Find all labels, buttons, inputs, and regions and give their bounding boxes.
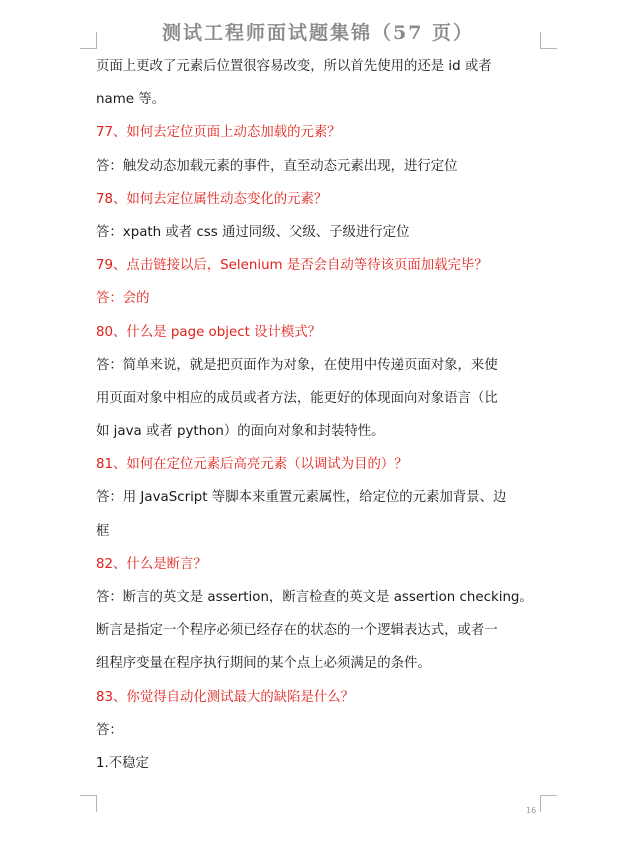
question-heading: 79、点击链接以后，Selenium 是否会自动等待该页面加载完毕？ [96, 258, 488, 274]
answer-line: 答：会的 [96, 291, 150, 307]
crop-mark-bottom-left [80, 795, 97, 812]
crop-mark-bottom-right [540, 795, 557, 812]
question-heading: 83、你觉得自动化测试最大的缺陷是什么？ [96, 689, 355, 705]
answer-line: 答：简单来说，就是把页面作为对象，在使用中传递页面对象，来使 [96, 357, 498, 373]
answer-line: 答： [96, 722, 123, 738]
answer-line: 答：用 JavaScript 等脚本来重置元素属性，给定位的元素加背景、边 [96, 490, 507, 506]
question-heading: 77、如何去定位页面上动态加载的元素？ [96, 125, 341, 141]
document-body [96, 50, 546, 780]
text-line: name 等。 [96, 92, 166, 108]
text-line: 页面上更改了元素后位置很容易改变，所以首先使用的还是 id 或者 [96, 59, 492, 74]
text-line: 如 java 或者 python）的面向对象和封装特性。 [96, 424, 385, 440]
text-line: 框 [96, 523, 110, 539]
question-heading: 78、如何去定位属性动态变化的元素？ [96, 191, 328, 207]
text-line: 用页面对象中相应的成员或者方法，能更好的体现面向对象语言（比 [96, 390, 498, 406]
answer-line: 答：断言的英文是 assertion，断言检查的英文是 assertion checking。 [96, 590, 533, 605]
answer-line: 答：触发动态加载元素的事件，直至动态元素出现，进行定位 [96, 158, 458, 174]
text-line: 组程序变量在程序执行期间的某个点上必须满足的条件。 [96, 656, 431, 672]
question-heading: 81、如何在定位元素后高亮元素（以调试为目的）？ [96, 457, 408, 473]
question-heading: 80、什么是 page object 设计模式？ [96, 324, 322, 340]
list-item: 1.不稳定 [96, 755, 149, 771]
page-number: 16 [526, 806, 537, 815]
crop-mark-top-left [80, 32, 97, 49]
answer-line: 答：xpath 或者 css 通过同级、父级、子级进行定位 [96, 224, 410, 240]
question-heading: 82、什么是断言？ [96, 556, 207, 572]
text-line: 断言是指定一个程序必须已经存在的状态的一个逻辑表达式，或者一 [96, 623, 498, 639]
crop-mark-top-right [540, 32, 557, 49]
page-header-title: 测试工程师面试题集锦（57 页） [161, 22, 475, 44]
